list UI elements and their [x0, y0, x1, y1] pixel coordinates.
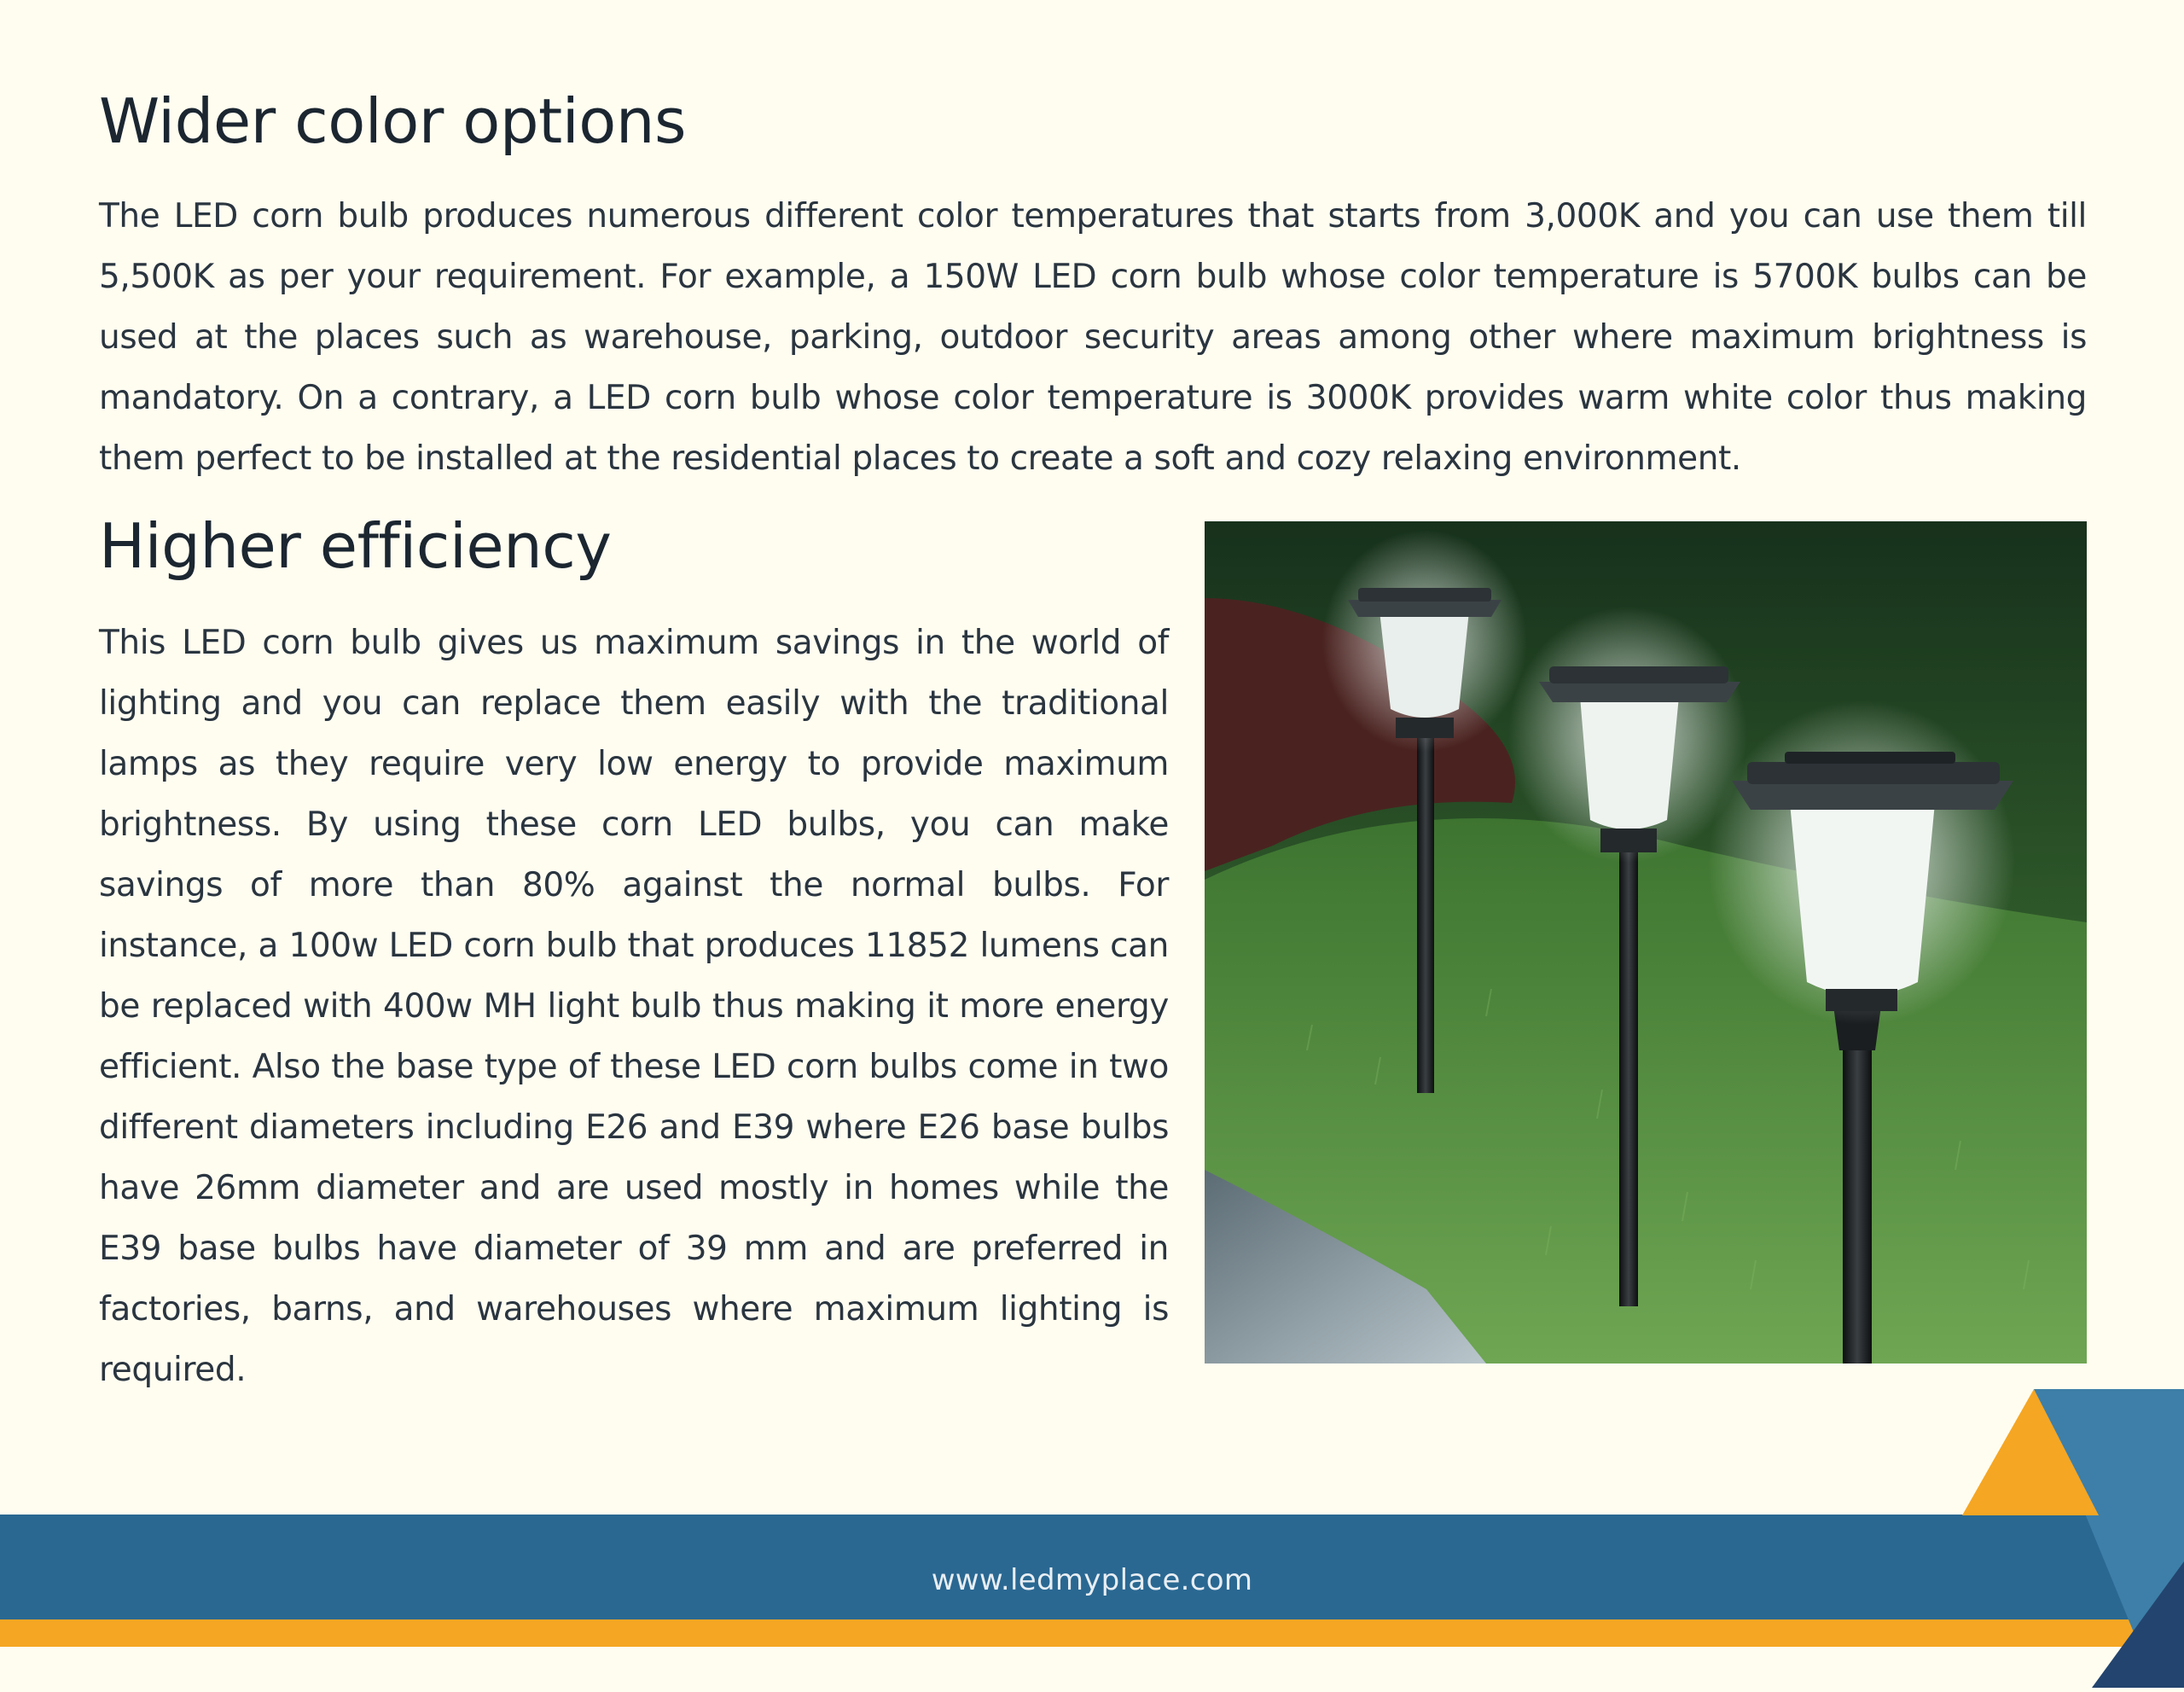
- footer-band: [0, 1365, 2184, 1688]
- section-title-color-options: Wider color options: [99, 85, 686, 157]
- solar-garden-lights-photo: [1205, 521, 2087, 1363]
- footer-website-link[interactable]: www.ledmyplace.com: [931, 1563, 1253, 1597]
- section-body-efficiency: This LED corn bulb gives us maximum savings in the world of lighting and you can replace them easily with the traditional lamps as they require very low energy to provide maximum brightness. By using these corn LED bulbs, you can make savings of more than 80% against the normal bulbs. For instance, a 100w LED corn bulb that produces 11852 lumens can be replaced with 400w MH light bulb thus making it more energy efficient. Also the base type of these LED corn bulbs come in two different diameters including E26 and E39 where E26 base bulbs have 26mm diameter and are used mostly in homes while the E39 base bulbs have diameter of 39 mm and are preferred in factories, barns, and warehouses where maximum lighting is required.: [99, 624, 1169, 1389]
- section-body-color-options: The LED corn bulb produces numerous different color temperatures that starts from 3,000K and you can use them till 5,500K as per your requirement. For example, a 150W LED corn bulb whose color temperature is 5700K bulbs can be used at the places such as warehouse, parking, outdoor security areas among other where maximum brightness is mandatory. On a contrary, a LED corn bulb whose color temperature is 3000K provides warm white color thus making them perfect to be installed at the residential places to create a soft and cozy relaxing environment.: [99, 197, 2087, 478]
- section-title-efficiency: Higher efficiency: [99, 510, 612, 582]
